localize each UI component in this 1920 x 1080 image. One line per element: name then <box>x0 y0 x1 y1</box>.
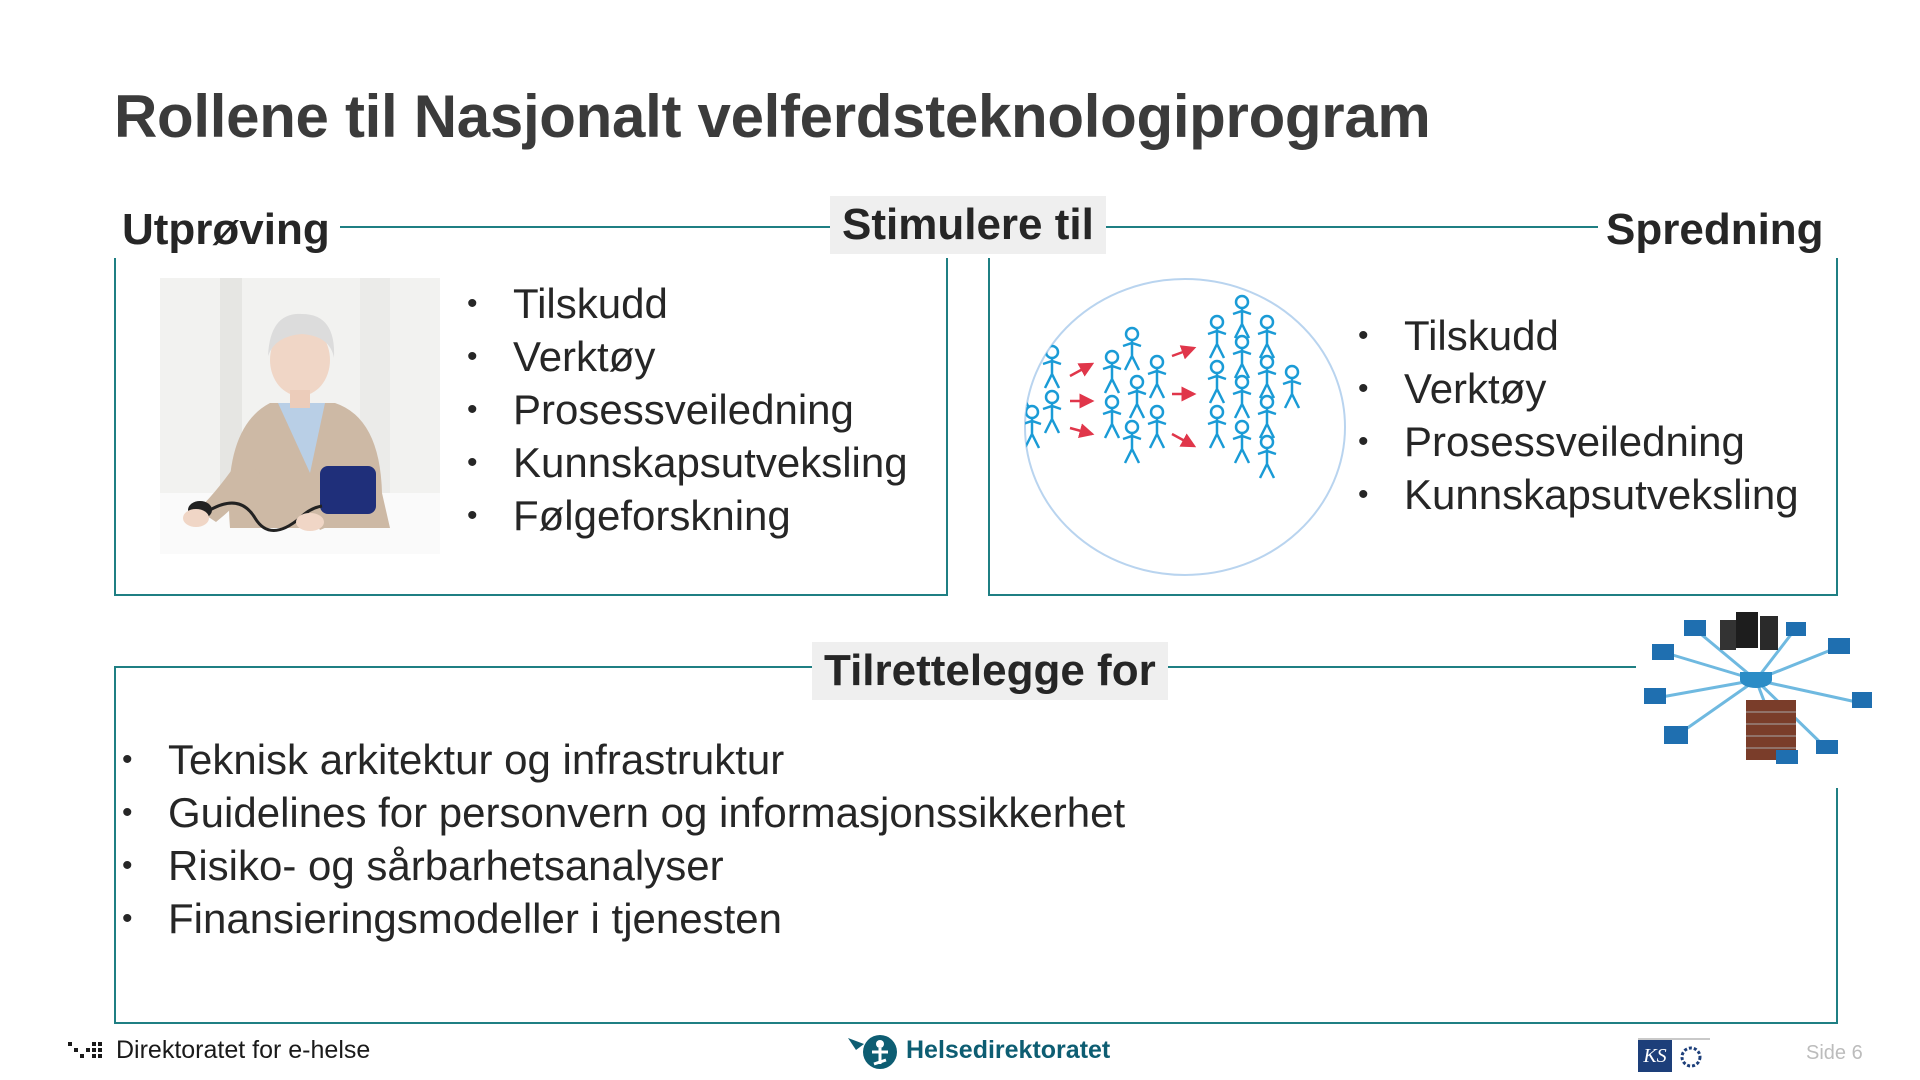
list-item: • Prosessveiledning <box>1358 415 1799 468</box>
diffusion-people-illustration <box>1022 276 1348 578</box>
stimulere-heading: Stimulere til <box>830 196 1106 254</box>
list-item: • Guidelines for personvern og informasjonssikkerhet <box>122 786 1125 839</box>
top-connector-line-left <box>340 226 840 228</box>
tilrettelegge-heading: Tilrettelegge for <box>812 642 1168 700</box>
tilrettelegge-list <box>122 733 1125 945</box>
list-item: • Risiko- og sårbarhetsanalyser <box>122 839 1125 892</box>
helsedirektoratet-logo-text: Helsedirektoratet <box>906 1036 1111 1064</box>
utproving-list <box>467 277 908 542</box>
list-item: • Tilskudd <box>467 277 908 330</box>
page-number: Side 6 <box>1806 1042 1863 1064</box>
ks-logo <box>1638 1038 1710 1074</box>
network-infrastructure-illustration <box>1636 608 1876 788</box>
direktoratet-logo-icon <box>68 1040 108 1062</box>
list-item: • Finansieringsmodeller i tjenesten <box>122 892 1125 945</box>
elderly-woman-bp-photo <box>160 278 440 554</box>
list-item: • Følgeforskning <box>467 489 908 542</box>
list-item: • Verktøy <box>467 330 908 383</box>
list-item: • Verktøy <box>1358 362 1799 415</box>
list-item: • Tilskudd <box>1358 309 1799 362</box>
bottom-connector-line-right <box>1160 666 1640 668</box>
list-item: • Kunnskapsutveksling <box>1358 468 1799 521</box>
helsedirektoratet-logo-icon <box>846 1030 900 1072</box>
slide-title: Rollene til Nasjonalt velferdsteknologiprogram <box>114 83 1431 150</box>
direktoratet-logo-text: Direktoratet for e-helse <box>116 1036 371 1064</box>
list-item: • Kunnskapsutveksling <box>467 436 908 489</box>
list-item: • Teknisk arkitektur og infrastruktur <box>122 733 1125 786</box>
utproving-heading: Utprøving <box>118 205 334 255</box>
list-item: • Prosessveiledning <box>467 383 908 436</box>
bottom-connector-line-left <box>114 666 814 668</box>
spredning-heading: Spredning <box>1602 205 1828 255</box>
ks-emblem-icon <box>1678 1044 1704 1070</box>
spredning-list <box>1358 309 1799 521</box>
top-connector-line-right <box>1106 226 1598 228</box>
ks-logo-text: KS <box>1638 1040 1672 1072</box>
